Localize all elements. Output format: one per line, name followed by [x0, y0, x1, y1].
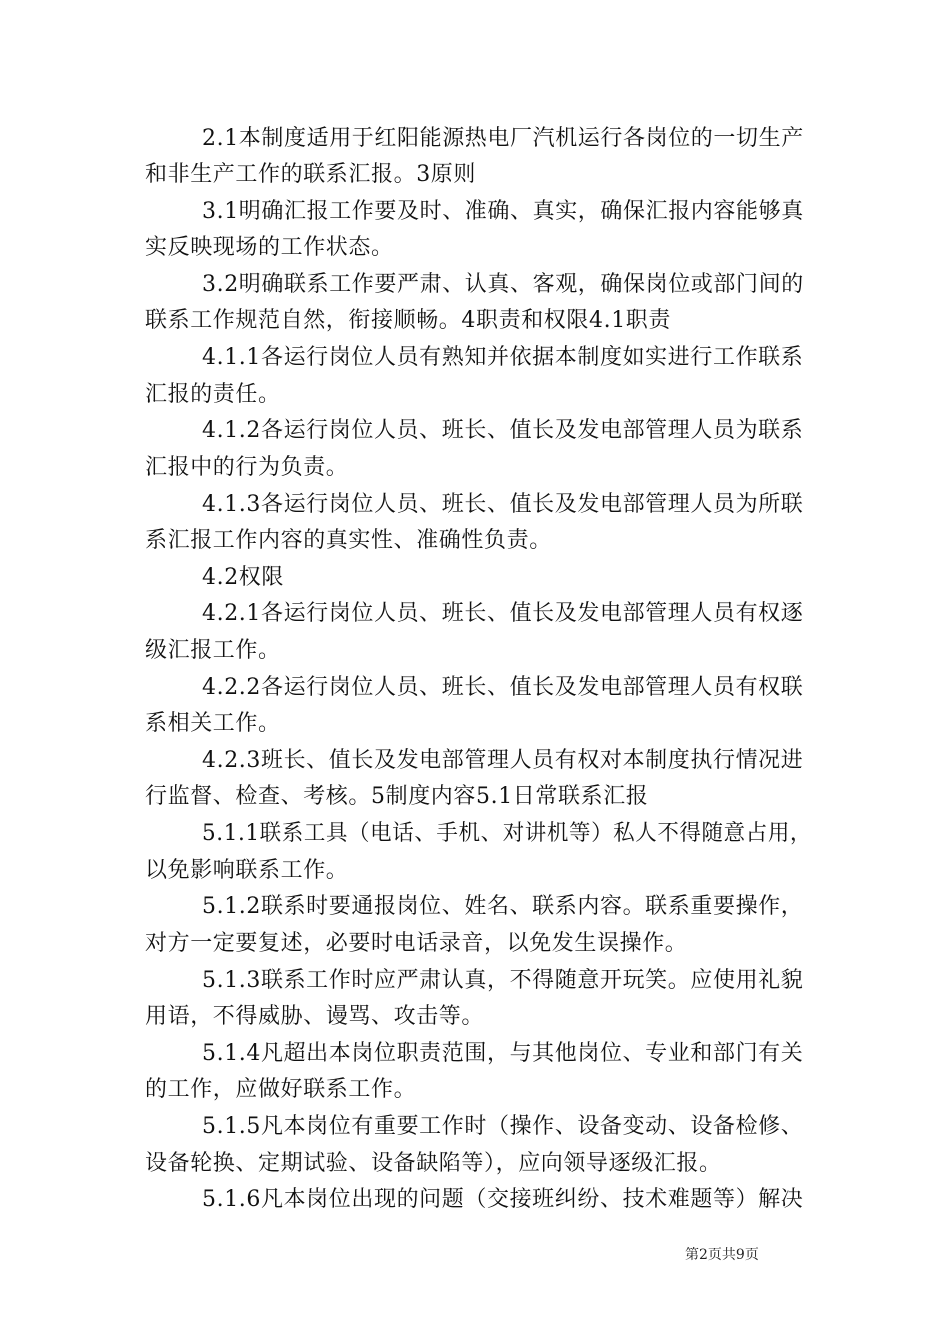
paragraph-line: 4.2权限	[202, 565, 284, 590]
paragraph-line: 4.2.2各运行岗位人员、班长、值长及发电部管理人员有权联	[202, 675, 804, 700]
paragraph-line: 5.1.3联系工作时应严肃认真，不得随意开玩笑。应使用礼貌	[202, 968, 804, 993]
paragraph-line: 5.1.5凡本岗位有重要工作时（操作、设备变动、设备检修、	[202, 1114, 804, 1139]
paragraph-line: 级汇报工作。	[145, 638, 281, 663]
paragraph-line: 4.2.1各运行岗位人员、班长、值长及发电部管理人员有权逐	[202, 601, 804, 626]
paragraph-line: 设备轮换、定期试验、设备缺陷等），应向领导逐级汇报。	[145, 1151, 722, 1176]
paragraph-line: 3.2明确联系工作要严肃、认真、客观，确保岗位或部门间的	[202, 272, 804, 297]
paragraph-line: 汇报中的行为负责。	[145, 455, 349, 480]
paragraph-line: 行监督、检查、考核。5制度内容5.1日常联系汇报	[145, 784, 649, 809]
paragraph-line: 的工作，应做好联系工作。	[145, 1077, 417, 1102]
paragraph-line: 5.1.6凡本岗位出现的问题（交接班纠纷、技术难题等）解决	[202, 1187, 804, 1212]
page-number-footer: 第2页共9页	[685, 1247, 759, 1263]
paragraph-line: 联系工作规范自然，衔接顺畅。4职责和权限4.1职责	[145, 308, 671, 333]
paragraph-line: 用语，不得威胁、谩骂、攻击等。	[145, 1004, 485, 1029]
paragraph-line: 2.1本制度适用于红阳能源热电厂汽机运行各岗位的一切生产	[202, 126, 804, 151]
paragraph-line: 4.1.2各运行岗位人员、班长、值长及发电部管理人员为联系	[202, 418, 804, 443]
paragraph-line: 4.1.1各运行岗位人员有熟知并依据本制度如实进行工作联系	[202, 345, 804, 370]
paragraph-line: 5.1.4凡超出本岗位职责范围，与其他岗位、专业和部门有关	[202, 1041, 804, 1066]
paragraph-line: 系汇报工作内容的真实性、准确性负责。	[145, 528, 552, 553]
paragraph-line: 4.1.3各运行岗位人员、班长、值长及发电部管理人员为所联	[202, 492, 804, 517]
paragraph-line: 4.2.3班长、值长及发电部管理人员有权对本制度执行情况进	[202, 748, 804, 773]
paragraph-line: 实反映现场的工作状态。	[145, 235, 394, 260]
paragraph-line: 5.1.1联系工具（电话、手机、对讲机等）私人不得随意占用，	[202, 821, 813, 846]
paragraph-line: 5.1.2联系时要通报岗位、姓名、联系内容。联系重要操作，	[202, 894, 804, 919]
paragraph-line: 以免影响联系工作。	[145, 858, 349, 883]
paragraph-line: 系相关工作。	[145, 711, 281, 736]
paragraph-line: 和非生产工作的联系汇报。3原则	[145, 162, 476, 187]
paragraph-line: 对方一定要复述，必要时电话录音，以免发生误操作。	[145, 931, 688, 956]
paragraph-line: 3.1明确汇报工作要及时、准确、真实，确保汇报内容能够真	[202, 199, 804, 224]
paragraph-line: 汇报的责任。	[145, 382, 281, 407]
